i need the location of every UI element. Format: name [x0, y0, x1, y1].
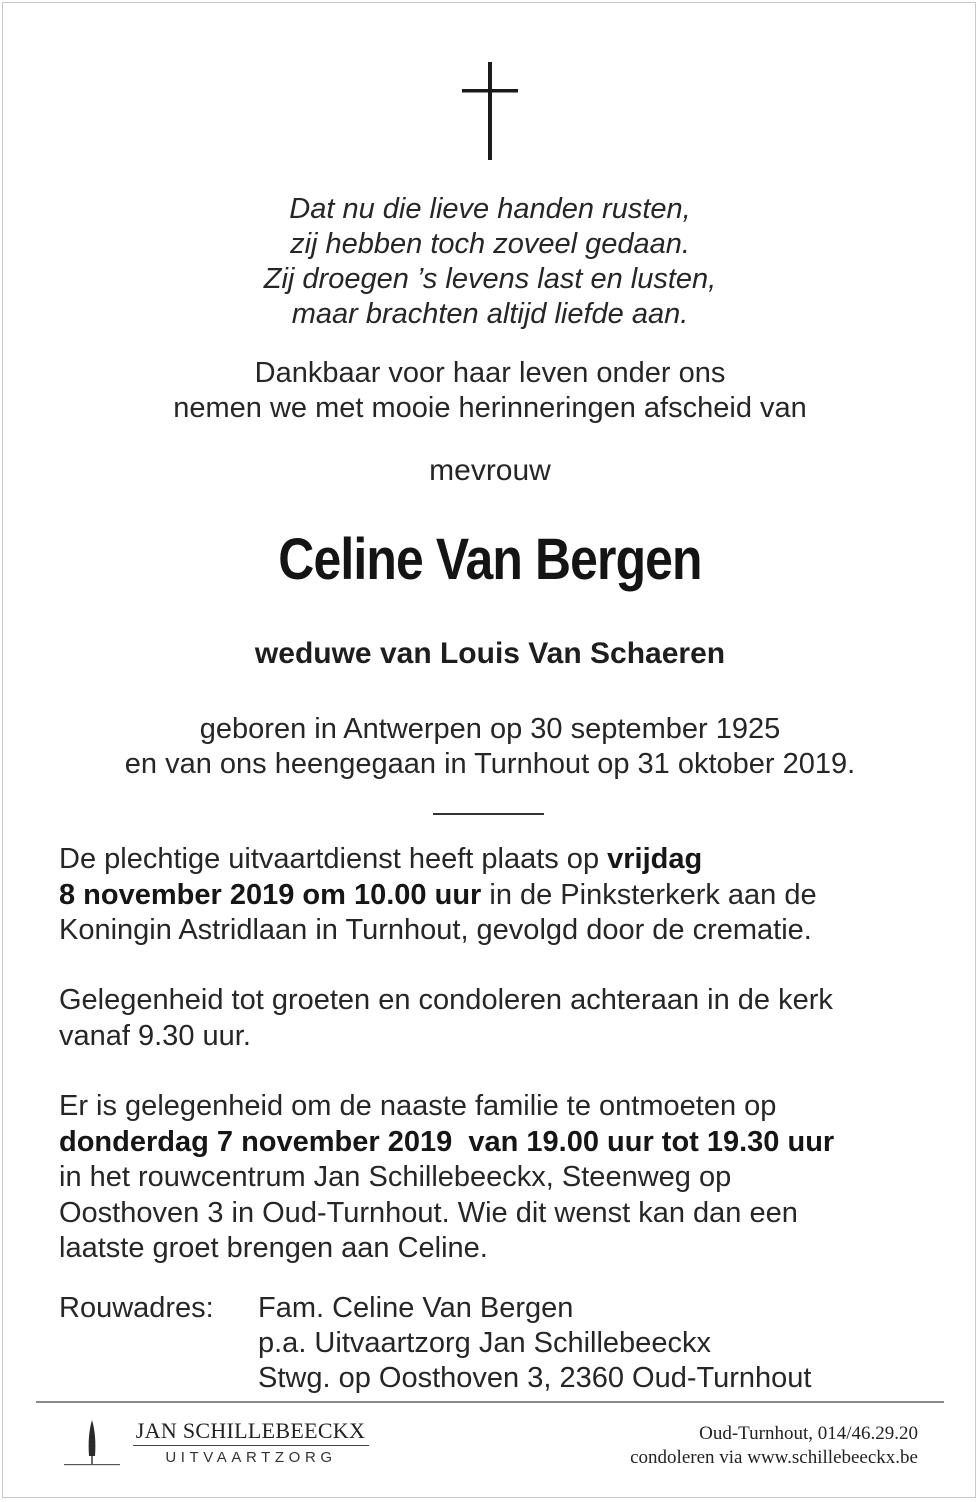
condolences-paragraph	[59, 983, 939, 1054]
visitation-date-time: donderdag 7 november 2019 van 19.00 uur tot 19.30 uur	[59, 1125, 835, 1158]
poem-line: maar brachten altijd liefde aan.	[291, 298, 689, 330]
death-line: en van ons heengegaan in Turnhout op 31 oktober 2019.	[124, 748, 856, 780]
contact-website[interactable]: condoleren via www.schillebeeckx.be	[630, 1447, 918, 1468]
address-line: p.a. Uitvaartzorg Jan Schillebeeckx	[258, 1327, 711, 1359]
cypress-tree-icon	[64, 1418, 120, 1468]
funeral-paragraph	[59, 842, 939, 949]
honorific: mevrouw	[429, 454, 551, 487]
funeral-text: De plechtige uitvaartdienst heeft plaats op	[59, 843, 608, 875]
intro-text	[0, 356, 980, 426]
company-logo-name: JAN SCHILLEBEECKX	[135, 1418, 366, 1443]
address-label: Rouwadres:	[59, 1292, 214, 1324]
address-line: Fam. Celine Van Bergen	[258, 1292, 574, 1324]
poem-line: Dat nu die lieve handen rusten,	[289, 193, 691, 225]
visitation-line: in het rouwcentrum Jan Schillebeeckx, Steenweg op	[59, 1161, 732, 1193]
poem	[0, 192, 980, 332]
funeral-day: vrijdag	[607, 843, 703, 875]
funeral-text: Koningin Astridlaan in Turnhout, gevolgd door de crematie.	[59, 914, 812, 946]
divider	[433, 813, 544, 815]
visitation-line: laatste groet brengen aan Celine.	[59, 1232, 488, 1264]
poem-line: Zij droegen ’s levens last en lusten,	[263, 263, 717, 295]
contact-phone: Oud-Turnhout, 014/46.29.20	[699, 1423, 918, 1444]
visitation-line: Oosthoven 3 in Oud-Turnhout. Wie dit wenst kan dan een	[59, 1196, 798, 1229]
intro-line: nemen we met mooie herinneringen afscheid van	[173, 392, 807, 424]
birth-line: geboren in Antwerpen op 30 september 1925	[199, 713, 781, 745]
footer-divider	[36, 1401, 944, 1403]
logo-divider	[133, 1445, 369, 1446]
condolences-line: vanaf 9.30 uur.	[59, 1019, 251, 1052]
funeral-date-time: 8 november 2019 om 10.00 uur	[59, 878, 482, 911]
funeral-text: in de Pinksterkerk aan de	[481, 878, 817, 911]
widow-of: weduwe van Louis Van Schaeren	[254, 637, 726, 670]
visitation-line: Er is gelegenheid om de naaste familie te ontmoeten op	[59, 1090, 777, 1122]
cross-icon	[460, 62, 520, 160]
birth-death-dates	[0, 712, 980, 782]
condolences-line: Gelegenheid tot groeten en condoleren achteraan in de kerk	[59, 984, 833, 1016]
visitation-paragraph	[59, 1089, 939, 1267]
footer-contact	[630, 1422, 918, 1470]
intro-line: Dankbaar voor haar leven onder ons	[254, 357, 726, 389]
poem-line: zij hebben toch zoveel gedaan.	[290, 228, 690, 260]
mourning-address	[258, 1291, 812, 1396]
address-line: Stwg. op Oosthoven 3, 2360 Oud-Turnhout	[258, 1362, 812, 1394]
company-logo-subtitle: UITVAARTZORG	[165, 1449, 337, 1466]
deceased-name: Celine Van Bergen	[278, 527, 702, 592]
